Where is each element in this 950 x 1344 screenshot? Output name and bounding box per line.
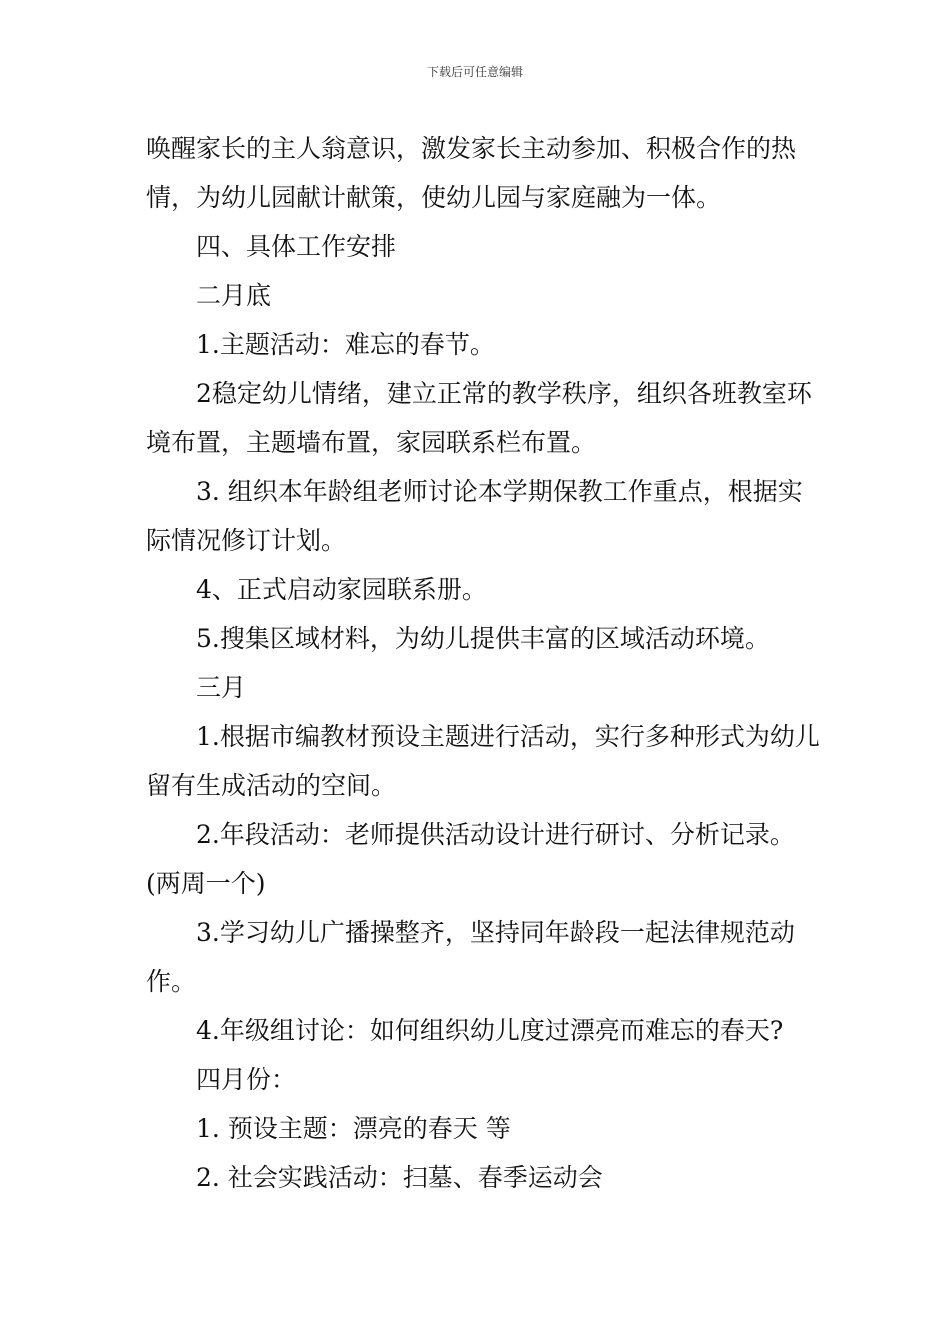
list-item: 1. 预设主题：漂亮的春天 等 [196, 1114, 511, 1143]
paragraph: 唤醒家长的主人翁意识，激发家长主动参加、积极合作的热情，为幼儿园献计献策，使幼儿园与家庭融为一体。 [146, 134, 797, 212]
list-item: 3. 组织本年龄组老师讨论本学期保教工作重点，根据实际情况修订计划。 [146, 477, 803, 555]
list-item: 4.年级组讨论：如何组织幼儿度过漂亮而难忘的春天? [196, 1016, 784, 1045]
page-header: 下载后可任意编辑 [426, 65, 523, 79]
month-heading: 三月 [196, 673, 247, 702]
list-item: 4、正式启动家园联系册。 [196, 575, 487, 604]
list-item: 2. 社会实践活动：扫墓、春季运动会 [196, 1163, 603, 1192]
list-item: 1.主题活动：难忘的春节。 [196, 330, 495, 359]
list-item: 2稳定幼儿情绪，建立正常的教学秩序，组织各班教室环境布置，主题墙布置，家园联系栏布置。 [146, 379, 812, 457]
list-item: 1.根据市编教材预设主题进行活动，实行多种形式为幼儿留有生成活动的空间。 [146, 722, 820, 800]
list-item: 5.搜集区域材料，为幼儿提供丰富的区域活动环境。 [196, 624, 770, 653]
month-heading: 二月底 [196, 281, 272, 310]
month-heading: 四月份： [196, 1065, 297, 1094]
section-heading: 四、具体工作安排 [196, 232, 397, 261]
list-item: 2.年段活动：老师提供活动设计进行研讨、分析记录。(两周一个) [146, 820, 795, 898]
document-body [146, 124, 826, 1202]
list-item: 3.学习幼儿广播操整齐，坚持同年龄段一起法律规范动作。 [146, 918, 795, 996]
